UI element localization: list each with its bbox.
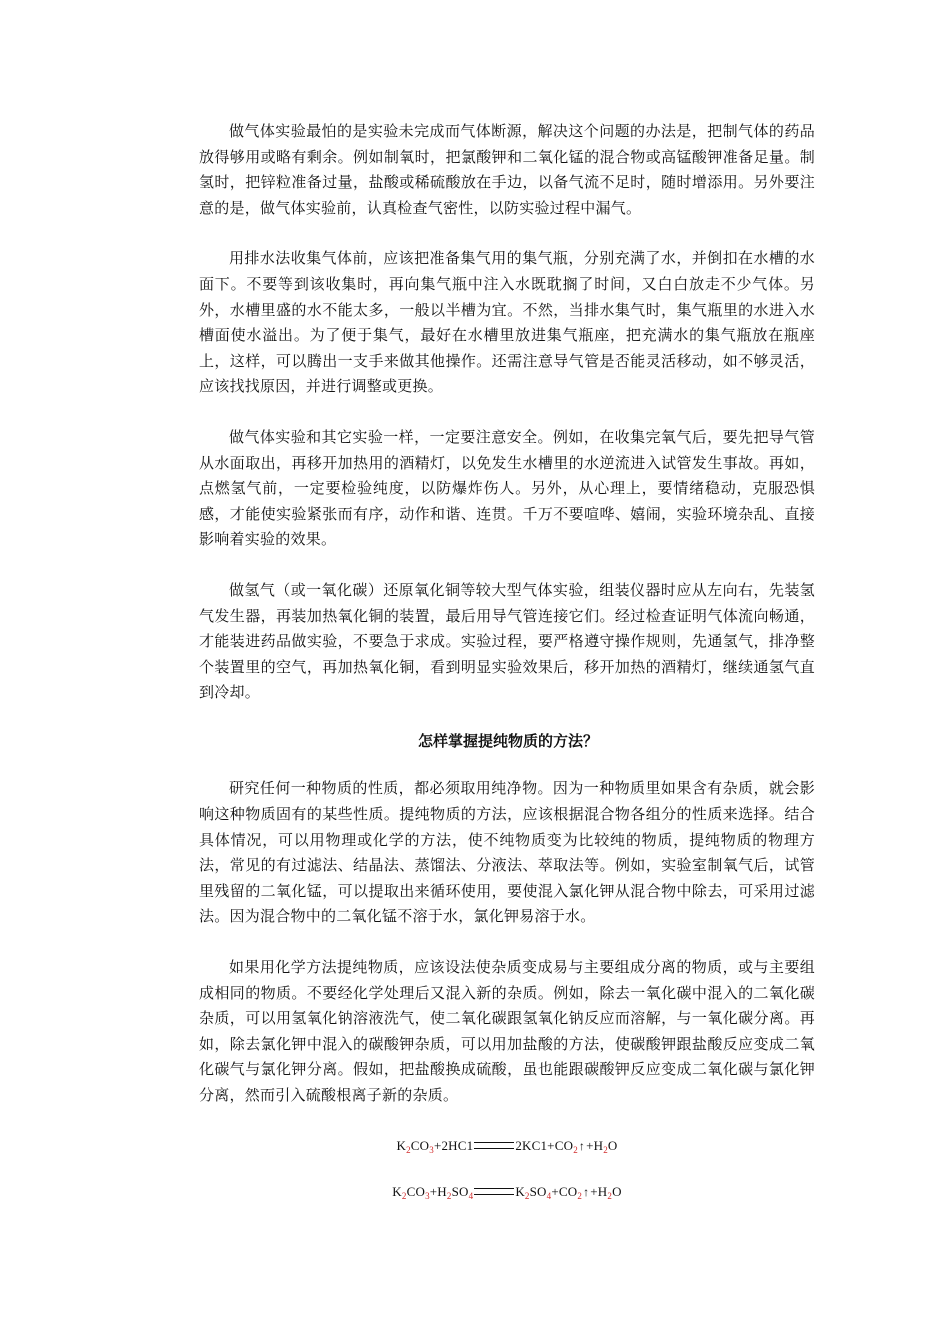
paragraph-safety: 做气体实验和其它实验一样，一定要注意安全。例如，在收集完氧气后，要先把导气管从水面取出，再移开加热用的酒精灯，以免发生水槽里的水逆流进入试管发生事故。再如，点燃氢气前，一定要检验纯度，以防爆炸伤人。另外，从心理上，要情绪稳动，克服恐惧感，才能使实验紧张而有序，动作和谐、连贯。千万不要喧哗、嬉闹，实验环境杂乱、直接影响着实验的效果。	[199, 427, 815, 549]
paragraph-water-collection: 用排水法收集气体前，应该把准备集气用的集气瓶，分别充满了水，并倒扣在水槽的水面下。不要等到该收集时，再向集气瓶中注入水既耽搁了时间，又白白放走不少气体。另外，水槽里盛的水不能太多，一般以半槽为宜。不然，当排水集气时，集气瓶里的水进入水槽面使水溢出。为了便于集气，最好在水槽里放进集气瓶座，把充满水的集气瓶放在瓶座上，这样，可以腾出一支手来做其他操作。还需注意导气管是否能灵活移动，如不够灵活，应该找找原因，并进行调整或更换。	[199, 249, 815, 396]
paragraph-hydrogen-reduction: 做氢气（或一氧化碳）还原氧化铜等较大型气体实验，组装仪器时应从左向右，先装氢气发生器，再装加热氧化铜的装置，最后用导气管连接它们。经过检查证明气体流向畅通，才能装进药品做实验，不要急于求成。实验过程，要严格遵守操作规则，先通氢气，排净整个装置里的空气，再加热氧化铜，看到明显实验效果后，移开加热的酒精灯，继续通氢气直到冷却。	[199, 580, 815, 702]
equals-sign	[474, 1142, 514, 1149]
paragraph-purification-chemical: 如果用化学方法提纯物质，应该设法使杂质变成易与主要组成分离的物质，或与主要组成相同的物质。不要经化学处理后又混入新的杂质。例如，除去一氧化碳中混入的二氧化碳杂质，可以用氢氧化钠溶液洗气，使二氧化碳跟氢氧化钠反应而溶解，与一氧化碳分离。再如，除去氯化钾中混入的碳酸钾杂质，可以用加盐酸的方法，使碳酸钾跟盐酸反应变成二氧化碳气与氯化钾分离。假如，把盐酸换成硫酸，虽也能跟碳酸钾反应变成二氧化碳与氯化钾分离，然而引入硫酸根离子新的杂质。	[199, 958, 815, 1104]
section-heading: 怎样掌握提纯物质的方法？	[417, 731, 598, 750]
paragraph-purification-physical: 研究任何一种物质的性质，都必须取用纯净物。因为一种物质里如果含有杂质，就会影响这种物质固有的某些性质。提纯物质的方法，应该根据混合物各组分的性质来选择。结合具体情况，可以用物理或化学的方法，使不纯物质变为比较纯的物质，提纯物质的物理方法，常见的有过滤法、结晶法、蒸馏法、分液法、萃取法等。例如，实验室制氧气后，试管里残留的二氧化锰，可以提取出来循环使用，要使混入氯化钾从混合物中除去，可采用过滤法。因为混合物中的二氧化锰不溶于水，氯化钾易溶于水。	[199, 779, 815, 926]
gas-up-arrow: ↑	[583, 1184, 590, 1199]
equation-hcl: $K_2CO_3+2HC1$ $2KC1+CO_2↑+H_2O$	[396, 1137, 618, 1155]
equals-sign	[474, 1188, 514, 1195]
paragraph-gas-source: 做气体实验最怕的是实验未完成而气体断源，解决这个问题的办法是，把制气体的药品放得够用或略有剩余。例如制氧时，把氯酸钾和二氧化锰的混合物或高锰酸钾准备足量。制氢时，把锌粒准备过量，盐酸或稀硫酸放在手边，以备气流不足时，随时增添用。另外要注意的是，做气体实验前，认真检查气密性，以防实验过程中漏气。	[199, 122, 815, 217]
equation-h2so4: $K_2CO_3+H_2SO_4$ $K_2SO_4+CO_2↑+H_2O$	[392, 1183, 622, 1201]
gas-up-arrow: ↑	[578, 1138, 586, 1153]
document-page	[199, 119, 815, 1203]
